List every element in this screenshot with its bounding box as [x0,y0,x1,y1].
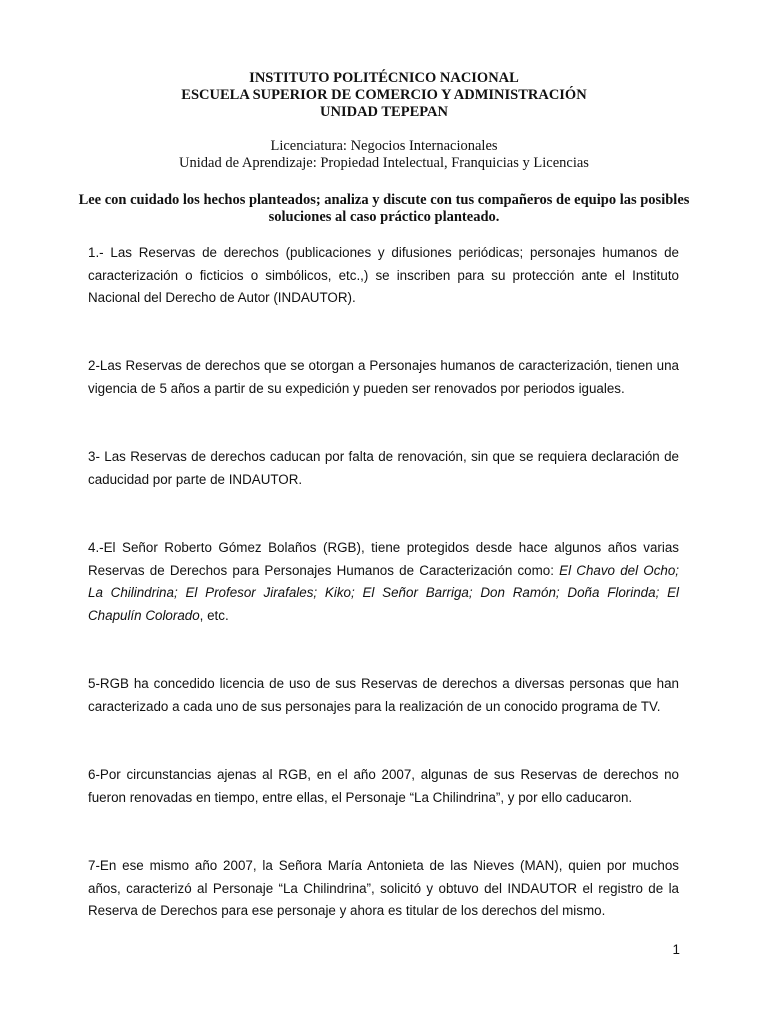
paragraph-6: 6-Por circunstancias ajenas al RGB, en el año 2007, algunas de sus Reservas de derechos no fueron renovadas en tiempo, entre ellas, el Personaje “La Chilindrina”, y por ello caducaron. [88,767,679,805]
page-number: 1 [672,942,680,957]
paragraph-3: 3- Las Reservas de derechos caducan por falta de renovación, sin que se requiera declaración de caducidad por parte de INDAUTOR. [88,449,679,487]
paragraph-4-outro: , etc. [199,607,229,623]
paragraph-4-intro: 4.-El Señor Roberto Gómez Bolaños (RGB), tiene protegidos desde hace algunos años varias Reservas de Derechos para Personajes Humanos de Caracterización como: [88,540,679,578]
document-header [60,70,708,172]
paragraph-4-characters: El Chavo del Ocho; La Chilindrina; El Profesor Jirafales; Kiko; El Señor Barriga; Don Ramón; Doña Florinda; El Chapulín Colorado [88,562,679,623]
school-name: ESCUELA SUPERIOR DE COMERCIO Y ADMINISTRACIÓN [181,87,587,103]
instructions: Lee con cuidado los hechos planteados; analiza y discute con tus compañeros de equipo las posibles soluciones al caso práctico planteado. [78,192,690,225]
course-info [60,138,708,172]
paragraph-5: 5-RGB ha concedido licencia de uso de sus Reservas de derechos a diversas personas que han caracterizado a cada uno de sus personajes para la realización de un conocido programa de TV. [88,676,679,714]
paragraph-7: 7-En ese mismo año 2007, la Señora María Antonieta de las Nieves (MAN), quien por muchos años, caracterizó al Personaje “La Chilindrina”, solicitó y obtuvo del INDAUTOR el registro de la Reserva de Derechos para ese personaje y ahora es titular de los derechos del mismo. [88,858,679,918]
paragraph-4 [88,537,679,627]
paragraph-2: 2-Las Reservas de derechos que se otorgan a Personajes humanos de caracterización, tienen una vigencia de 5 años a partir de su expedición y pueden ser renovados por periodos iguales. [88,358,679,396]
paragraph-1: 1.- Las Reservas de derechos (publicaciones y difusiones periódicas; personajes humanos de caracterización o ficticios o simbólicos, etc.,) se inscriben para su protección ante el Instituto Nacional del Derecho de Autor (INDAUTOR). [88,245,679,305]
course-line: Unidad de Aprendizaje: Propiedad Intelectual, Franquicias y Licencias [179,155,589,171]
degree-line: Licenciatura: Negocios Internacionales [270,138,498,154]
institution-name: INSTITUTO POLITÉCNICO NACIONAL [249,70,519,86]
unit-name: UNIDAD TEPEPAN [320,104,448,120]
